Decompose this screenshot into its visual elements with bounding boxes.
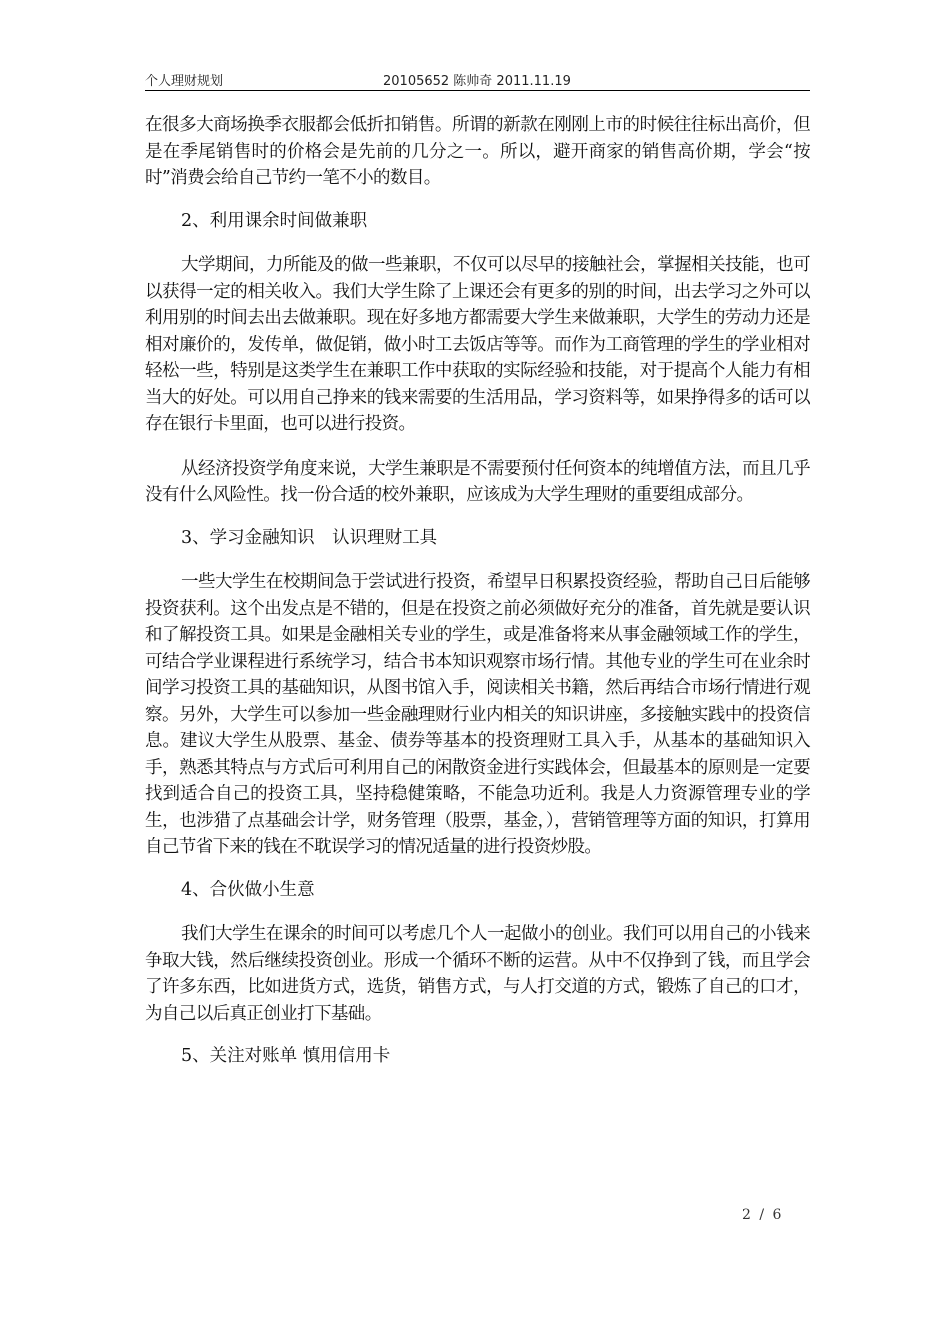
- section-heading-small-business: 4、合伙做小生意: [181, 879, 315, 900]
- document-body: [145, 112, 810, 1070]
- section-heading-part-time-job: 2、利用课余时间做兼职: [181, 210, 368, 231]
- header-author-info: 20105652 陈帅奇 2011.11.19: [383, 74, 571, 89]
- section-heading-credit-card: 5、关注对账单 慎用信用卡: [181, 1046, 391, 1066]
- section-heading-finance-knowledge: 3、学习金融知识 认识理财工具: [181, 527, 438, 548]
- header-title: 个人理财规划: [145, 74, 224, 89]
- paragraph-finance-knowledge: 一些大学生在校期间急于尝试进行投资，希望早日积累投资经验，帮助自己日后能够投资获利。这个出发点是不错的，但是在投资之前必须做好充分的准备，首先就是要认识和了解投资工具。如果是金融相关专业的学生，或是准备将来从事金融领域工作的学生，可结合学业课程进行系统学习，结合书本知识观察市场行情。其他专业的学生可在业余时间学习投资工具的基础知识，从图书馆入手，阅读相关书籍，然后再结合市场行情进行观察。另外，大学生可以参加一些金融理财行业内相关的知识讲座，多接触实践中的投资信息。建议大学生从股票、基金、债券等基本的投资理财工具入手，从基本的基础知识入手，熟悉其特点与方式后可利用自己的闲散资金进行实践体会，但最基本的原则是一定要找到适合自己的投资工具，坚持稳健策略，不能急功近利。我是人力资源管理专业的学生，也涉猎了点基础会计学，财务管理（股票，基金，），营销管理等方面的知识，打算用自己节省下来的钱在不耽误学习的情况适量的进行投资炒股。: [145, 572, 810, 857]
- page-number: 2 / 6: [742, 1207, 784, 1223]
- paragraph-intro-continued: 在很多大商场换季衣服都会低折扣销售。所谓的新款在刚刚上市的时候往往标出高价，但是在季尾销售时的价格会是先前的几分之一。所以，避开商家的销售高价期，学会“按时”消费会给自己节约一笔不小的数目。: [145, 115, 810, 188]
- paragraph-investment-view: 从经济投资学角度来说，大学生兼职是不需要预付任何资本的纯增值方法，而且几乎没有什么风险性。找一份合适的校外兼职，应该成为大学生理财的重要组成部分。: [145, 458, 810, 505]
- paragraph-part-time-job: 大学期间，力所能及的做一些兼职，不仅可以尽早的接触社会，掌握相关技能，也可以获得一定的相关收入。我们大学生除了上课还会有更多的别的时间，出去学习之外可以利用别的时间去出去做兼职。现在好多地方都需要大学生来做兼职，大学生的劳动力还是相对廉价的，发传单，做促销，做小时工去饭店等等。而作为工商管理的学生的学业相对轻松一些，特别是这类学生在兼职工作中获取的实际经验和技能，对于提高个人能力有相当大的好处。可以用自己挣来的钱来需要的生活用品，学习资料等，如果挣得多的话可以存在银行卡里面，也可以进行投资。: [145, 255, 810, 434]
- page-header: [145, 68, 810, 91]
- paragraph-small-business: 我们大学生在课余的时间可以考虑几个人一起做小的创业。我们可以用自己的小钱来争取大钱，然后继续投资创业。形成一个循环不断的运营。从中不仅挣到了钱，而且学会了许多东西，比如进货方式，选货，销售方式，与人打交道的方式，锻炼了自己的口才，为自己以后真正创业打下基础。: [145, 924, 810, 1024]
